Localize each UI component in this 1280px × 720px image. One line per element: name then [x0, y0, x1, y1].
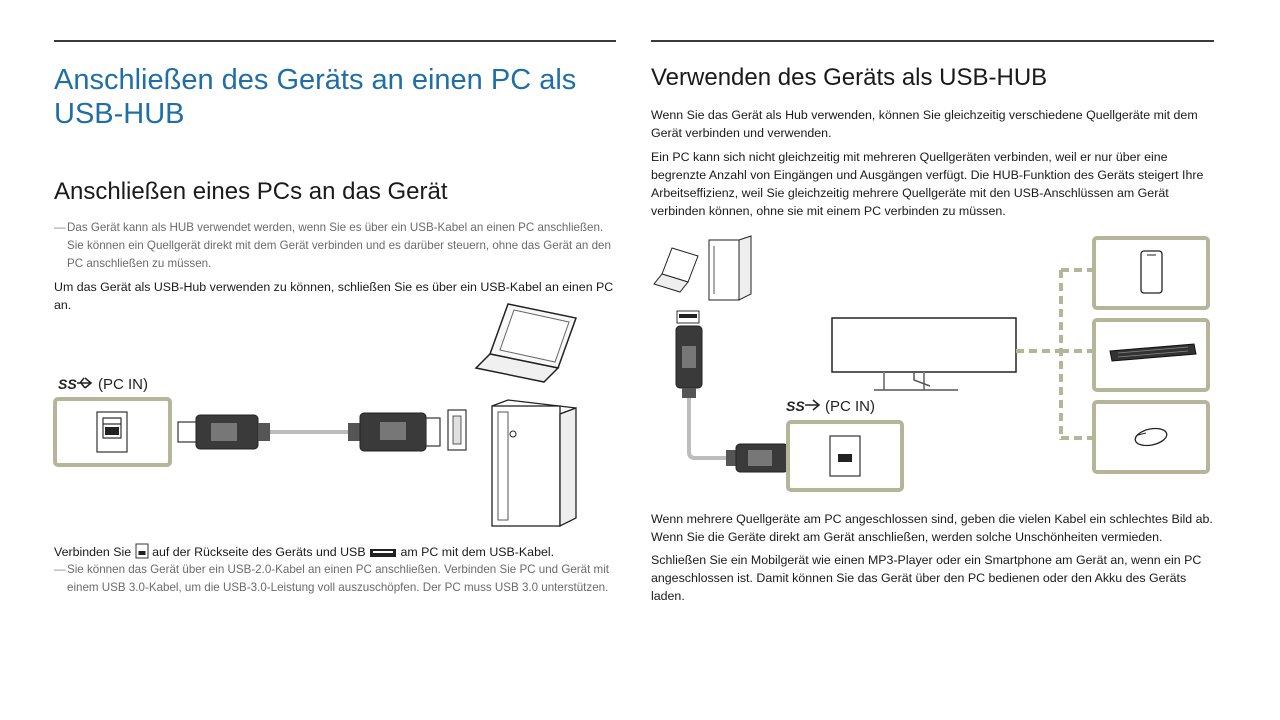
note-hub-usage — [54, 219, 615, 273]
connect-instruction — [54, 543, 634, 561]
right-top-rule — [651, 40, 1214, 42]
usb-trident-left-icon — [211, 423, 237, 441]
connect-text-2: auf der Rückseite des Geräts und USB — [152, 545, 366, 559]
left-connection-diagram — [50, 296, 590, 536]
connect-text-1: Verbinden Sie — [54, 545, 132, 559]
usb-b-port-icon — [830, 436, 860, 476]
left-port-label: (PC IN) — [98, 376, 148, 393]
page-title: Anschließen des Geräts an einen PC als USB-HUB — [54, 64, 577, 130]
section-heading-connect-pc: Anschließen eines PCs an das Gerät — [54, 178, 448, 205]
usb-b-port-small-icon — [135, 543, 149, 559]
left-top-rule — [54, 40, 616, 42]
connect-text-3: am PC mit dem USB-Kabel. — [400, 545, 555, 559]
para-hub-intro: Wenn Sie das Gerät als Hub verwenden, können Sie gleichzeitig verschiedene Quellgeräte mit dem Gerät verbinden und verwenden. — [651, 108, 1198, 140]
para-mobile: Schließen Sie ein Mobilgerät wie einen MP3-Player oder ein Smartphone am Gerät an, wenn ein PC angeschlossen ist. Damit können Sie das Gerät über den PC bedienen oder den Akku des Geräts laden. — [651, 553, 1202, 603]
plug-neck-right — [348, 423, 360, 441]
pc-tower-icon — [492, 400, 576, 526]
svg-text:SS: SS — [786, 398, 805, 414]
usb-superspeed-icon — [786, 398, 819, 414]
usb-b-port-icon — [97, 412, 127, 452]
laptop-icon — [654, 248, 698, 292]
right-port-label: (PC IN) — [825, 398, 875, 415]
usb-trident-icon — [682, 346, 696, 368]
hub-dashed-connectors — [1016, 270, 1092, 440]
svg-text:SS: SS — [58, 376, 77, 392]
note-dash-icon: ― — [54, 221, 66, 234]
para-hub-efficiency: Ein PC kann sich nicht gleichzeitig mit mehreren Quellgeräten verbinden, weil er nur über eine begrenzte Anzahl von Eingängen und Ausgängen verfügt. Die HUB-Funktion des Geräts steigert Ihre Arbeitseffizienz, weil Sie gleichzeitig mehrere Quellgeräte mit den USB-Anschlüssen am Gerät verbinden können, ohne sie mit einem PC verbinden zu müssen. — [651, 150, 1204, 218]
usb-a-plug-tip — [426, 418, 440, 446]
monitor-icon — [832, 318, 1016, 390]
usb-superspeed-icon — [58, 376, 91, 392]
note-dash-icon: ― — [54, 563, 66, 576]
instruction-text: Um das Gerät als USB-Hub verwenden zu können, schließen Sie es über ein USB-Kabel an einen PC an. — [54, 280, 614, 312]
pc-tower-icon — [709, 236, 751, 300]
usb-cable — [689, 398, 726, 458]
usb-b-plug-tip — [178, 422, 198, 442]
plug-neck-left — [258, 423, 270, 441]
note-hub-usage-text: Das Gerät kann als HUB verwendet werden, wenn Sie es über ein USB-Kabel an einen PC anschließen. Sie können ein Quellgerät direkt mit dem Gerät verbinden und es darüber steuern, ohne das Gerät an den PC anschließen zu müssen. — [67, 221, 611, 270]
smartphone-icon — [1141, 251, 1162, 293]
laptop-icon — [476, 304, 576, 382]
right-hub-diagram — [648, 230, 1218, 498]
usb-trident-right-icon — [380, 422, 406, 440]
note-usb3 — [54, 561, 632, 597]
para-cables: Wenn mehrere Quellgeräte am PC angeschlossen sind, geben die vielen Kabel ein schlechtes Bild ab. Wenn Sie die Geräte direkt am Gerät anschließen, werden solche Unschönheiten vermieden. — [651, 512, 1213, 544]
usb-a-port-small-icon — [369, 547, 397, 559]
section-heading-use-hub: Verwenden des Geräts als USB-HUB — [651, 64, 1048, 91]
note-usb3-text: Sie können das Gerät über ein USB-2.0-Kabel an einen PC anschließen. Verbinden Sie PC und Gerät mit einem USB 3.0-Kabel, um die USB-3.0-Leistung voll auszuschöpfen. Der PC muss USB 3.0 unterstützen. — [67, 563, 610, 594]
